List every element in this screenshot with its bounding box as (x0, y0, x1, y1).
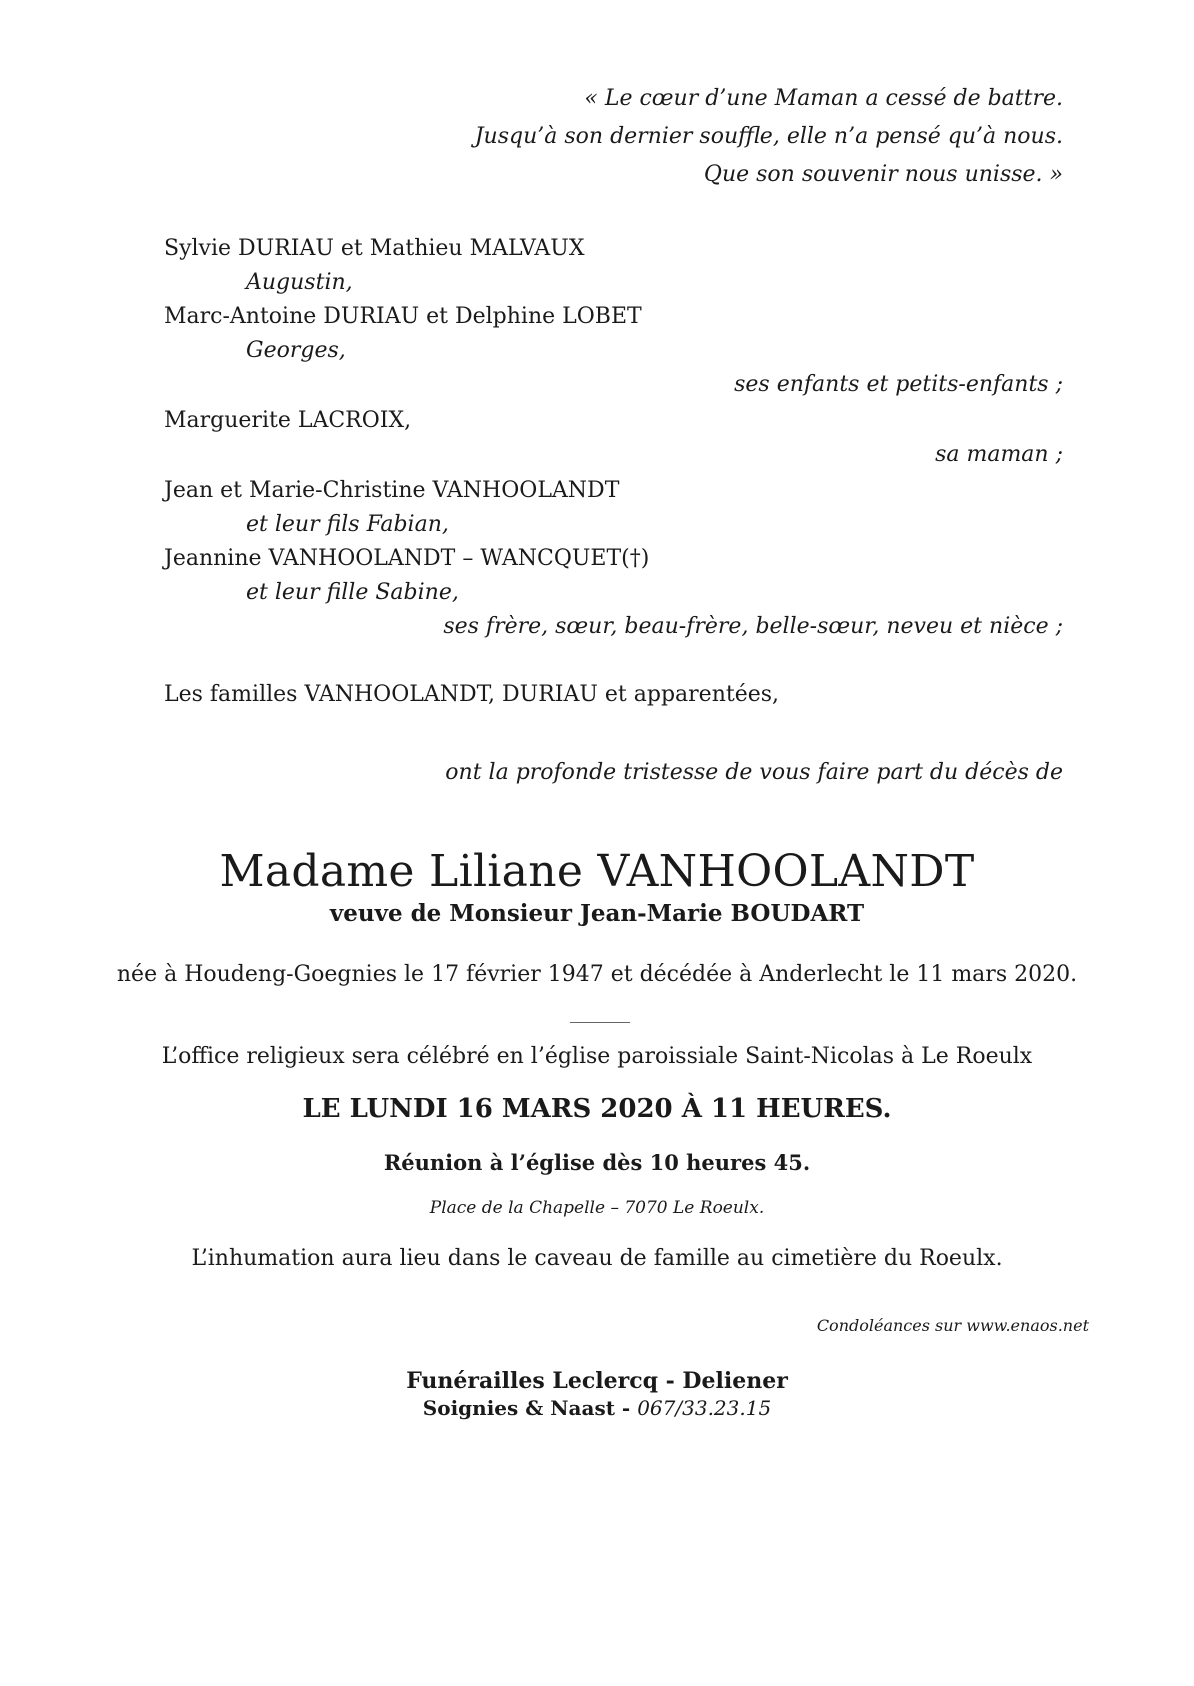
child-couple-2: Marc-Antoine DURIAU et Delphine LOBET (164, 304, 642, 329)
mother-name: Marguerite LACROIX, (164, 408, 412, 433)
quote-line-3: Que son souvenir nous unisse. » (703, 162, 1063, 187)
funeral-home-contact (0, 1396, 1194, 1420)
burial-line: L’inhumation aura lieu dans le caveau de famille au cimetière du Roeulx. (191, 1246, 1003, 1271)
grandchild-2: Georges, (246, 338, 346, 363)
sibling-couple-1: Jean et Marie-Christine VANHOOLANDT (164, 478, 620, 503)
grandchild-1: Augustin, (246, 270, 353, 295)
announcement-line: ont la profonde tristesse de vous faire part du décès de (445, 760, 1063, 785)
church-address: Place de la Chapelle – 7070 Le Roeulx. (429, 1198, 765, 1218)
children-relation: ses enfants et petits-enfants ; (734, 372, 1063, 397)
widow-of-line: veuve de Monsieur Jean-Marie BOUDART (329, 900, 865, 927)
mother-relation: sa maman ; (935, 442, 1063, 467)
funeral-home-phone: 067/33.23.15 (637, 1396, 772, 1420)
service-intro: L’office religieux sera célébré en l’église paroissiale Saint-Nicolas à Le Roeulx (161, 1044, 1033, 1069)
quote-line-1: « Le cœur d’une Maman a cessé de battre. (584, 86, 1063, 111)
birth-death-dates: née à Houdeng-Goegnies le 17 février 1947 et décédée à Anderlecht le 11 mars 2020. (116, 962, 1078, 987)
service-datetime: LE LUNDI 16 MARS 2020 À 11 HEURES. (302, 1094, 892, 1124)
condolences-link[interactable]: Condoléances sur www.enaos.net (816, 1316, 1089, 1335)
quote-line-2: Jusqu’à son dernier souffle, elle n’a pensé qu’à nous. (474, 124, 1063, 149)
sibling-child-2: et leur fille Sabine, (246, 580, 459, 605)
child-couple-1: Sylvie DURIAU et Mathieu MALVAUX (164, 236, 585, 261)
meeting-time: Réunion à l’église dès 10 heures 45. (383, 1150, 811, 1175)
sibling-child-1: et leur fils Fabian, (246, 512, 449, 537)
funeral-home-locations: Soignies & Naast - (422, 1396, 638, 1420)
divider-line (570, 1022, 630, 1023)
funeral-home-name: Funérailles Leclercq - Deliener (406, 1368, 788, 1394)
deceased-name: Madame Liliane VANHOOLANDT (219, 846, 975, 897)
siblings-relation: ses frère, sœur, beau-frère, belle-sœur, neveu et nièce ; (443, 614, 1063, 639)
sibling-couple-2: Jeannine VANHOOLANDT – WANCQUET(†) (164, 546, 650, 571)
families-line: Les familles VANHOOLANDT, DURIAU et apparentées, (164, 682, 780, 707)
